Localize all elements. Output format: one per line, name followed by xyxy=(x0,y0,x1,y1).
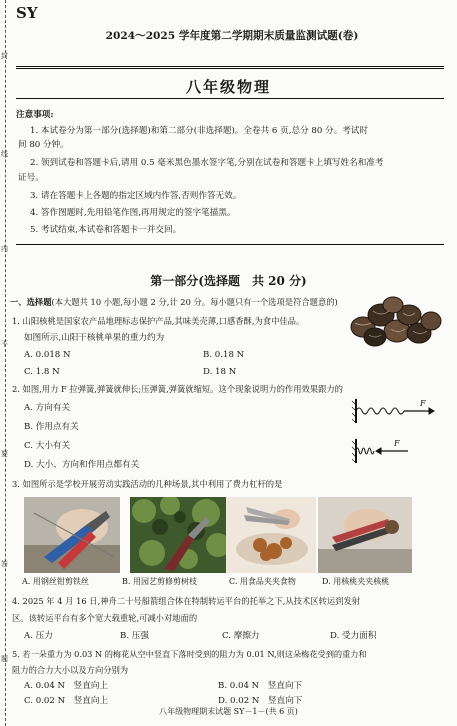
q3-stem: 3. 如图所示是学校开展劳动实践活动的几种场景,其中利用了费力杠杆的是 xyxy=(12,479,283,489)
binding-mark: 封 xyxy=(1,52,8,60)
subject-title: 八年级物理 xyxy=(185,78,271,96)
binding-mark: 内 xyxy=(1,245,8,253)
q5-option: C. 0.02 N 竖直向上 xyxy=(24,696,109,706)
binding-strip xyxy=(0,0,12,726)
q5-stem: 5. 若一朵重力为 0.03 N 的梅花从空中竖直下落时受到的阻力为 0.01 N,则这朵梅花受到的重力和 xyxy=(12,649,367,659)
notice-rule xyxy=(16,244,444,245)
notice-item: 5. 考试结束,本试卷和答题卡一并交回。 xyxy=(30,225,182,235)
q5-stem-cont: 阻力的合力大小以及方向分别为 xyxy=(12,665,129,675)
q4-option: A. 压力 xyxy=(24,631,53,641)
walnut-cracker-photo xyxy=(318,497,412,573)
q1-option: A. 0.018 N xyxy=(24,350,71,360)
pliers-photo xyxy=(24,497,120,573)
q2-option: D. 大小、方向和作用点都有关 xyxy=(24,460,140,470)
section-title: 第一部分(选择题 共 20 分) xyxy=(150,274,307,288)
notice-item: 1. 本试卷分为第一部分(选择题)和第二部分(非选择题)。全卷共 6 页,总分 80 分。考试时 xyxy=(30,126,368,136)
page-footer: 八年级物理期末试题 SY－1－(共 6 页) xyxy=(159,707,298,716)
q2-stem: 2. 如图,用力 F 拉弹簧,弹簧就伸长;压弹簧,弹簧就缩短。这个现象说明力的作用效果跟力的 xyxy=(12,384,343,394)
q4-stem-cont: 区。该转运平台有多个宽大载重轮,可减小对地面的 xyxy=(12,613,198,623)
q2-option: C. 大小有关 xyxy=(24,441,71,451)
q4-stem: 4. 2025 年 4 月 16 日,神舟二十号船箭组合体在特制转运平台的托举之下,从技术区转运到发射 xyxy=(12,596,361,606)
header-rule xyxy=(16,66,444,67)
notice-item: 间 80 分钟。 xyxy=(18,140,69,150)
q5-option: B. 0.04 N 竖直向下 xyxy=(218,681,303,691)
food-tongs-photo xyxy=(226,497,316,573)
q5-option: D. 0.02 N 竖直向下 xyxy=(218,696,303,706)
notice-item: 2. 领到试卷和答题卡后,请用 0.5 毫米黑色墨水签字笔,分别在试卷和答题卡上填写姓名和准考 xyxy=(30,158,384,168)
spring-diagram xyxy=(350,395,445,467)
q1-option: C. 1.8 N xyxy=(24,367,60,377)
q4-option: B. 压强 xyxy=(120,631,149,641)
paper-code: SY xyxy=(16,4,38,22)
q2-option: A. 方向有关 xyxy=(24,403,71,413)
binding-mark: 要 xyxy=(1,450,8,458)
q3-caption: C. 用食品夹夹食物 xyxy=(229,577,296,586)
notice-heading: 注意事项: xyxy=(16,110,54,120)
q3-caption: A. 用钢丝钳剪铁丝 xyxy=(22,577,89,586)
header-rule-thin xyxy=(16,68,444,69)
q1-stem-cont: 如图所示,山阳干核桃单果的重力约为 xyxy=(24,333,165,343)
section-intro-text: (本大题共 10 小题,每小题 2 分,计 20 分。每小题只有一个选项是符合题意的) xyxy=(51,297,338,307)
exam-title: 2024～2025 学年度第二学期期末质量监测试题(卷) xyxy=(105,30,359,42)
q5-option: A. 0.04 N 竖直向上 xyxy=(24,681,109,691)
binding-mark: 题 xyxy=(1,655,8,663)
q1-option: B. 0.18 N xyxy=(203,350,245,360)
notice-item: 证号。 xyxy=(18,173,44,183)
section-intro xyxy=(10,296,338,308)
walnut-image xyxy=(345,293,445,351)
q3-caption: D. 用核桃夹夹核桃 xyxy=(322,577,390,586)
q1-stem: 1. 山阳核桃是国家农产品地理标志保护产品,其味美壳薄,口感香酥,为食中佳品。 xyxy=(12,316,305,326)
q3-caption: B. 用园艺剪修剪树枝 xyxy=(122,577,197,586)
q4-option: D. 受力面积 xyxy=(330,631,377,641)
binding-mark: 线 xyxy=(1,150,8,158)
section-intro-bold: 一、选择题 xyxy=(10,297,52,307)
notice-item: 4. 答作图题时,先用铅笔作图,再用规定的签字笔描黑。 xyxy=(30,208,236,218)
binding-mark: 不 xyxy=(1,340,8,348)
q1-option: D. 18 N xyxy=(203,367,237,377)
garden-shears-photo xyxy=(130,497,230,573)
binding-dashed-line xyxy=(5,0,7,726)
subject-rule xyxy=(16,98,444,99)
force-label: F xyxy=(394,439,400,448)
binding-mark: 答 xyxy=(1,560,8,568)
notice-item: 3. 请在答题卡上各题的指定区域内作答,否则作答无效。 xyxy=(30,191,242,201)
q2-option: B. 作用点有关 xyxy=(24,422,79,432)
force-label: F xyxy=(420,399,426,408)
q4-option: C. 摩擦力 xyxy=(222,631,260,641)
